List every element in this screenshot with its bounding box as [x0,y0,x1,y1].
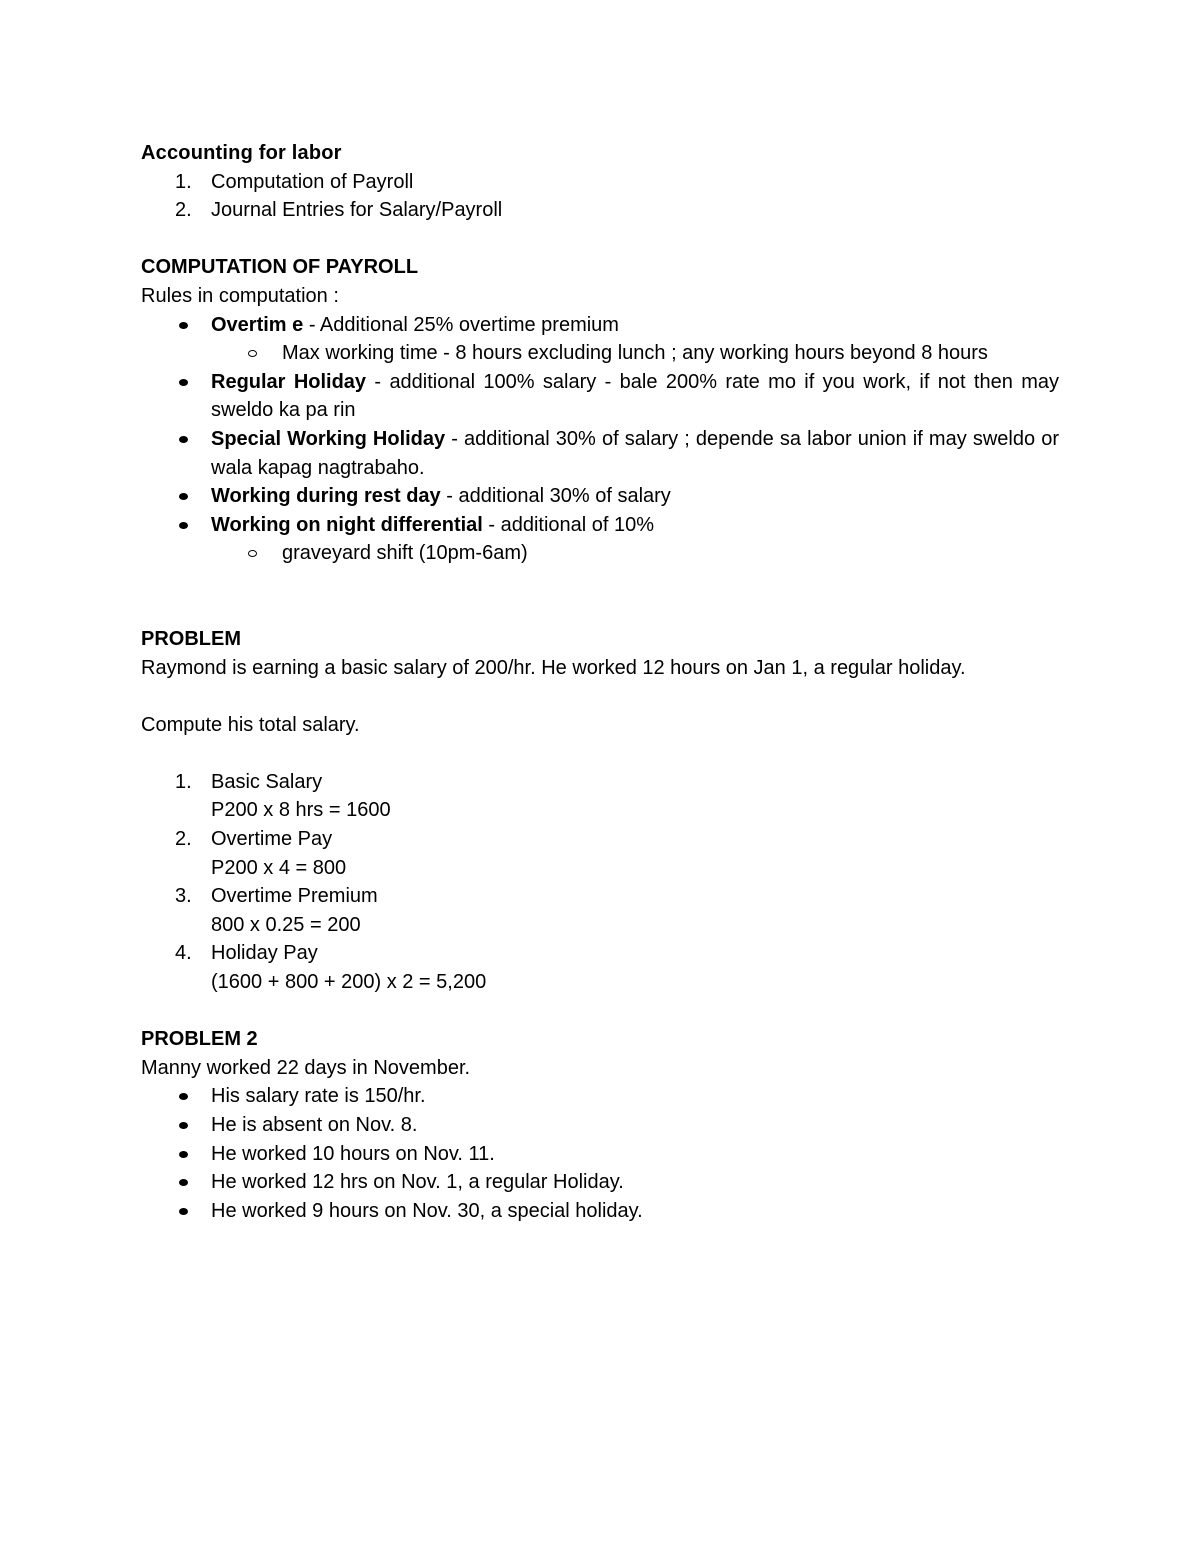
fact-text: He is absent on Nov. 8. [211,1114,418,1136]
hollow-bullet-icon [248,350,257,357]
rule-term: Special Working Holiday [211,427,446,450]
outline-item [141,196,1059,225]
outline-item [141,168,1059,197]
rule-description: - additional 30% of salary ; depende sa labor union if may sweldo or wala kapag nagtrabaho. [211,427,1059,479]
step-number: 1. [175,770,192,793]
spacer [141,225,1059,254]
fact-item [141,1111,1059,1140]
solution-step [141,939,1059,996]
rule-subitem [141,339,1059,368]
solution-step [141,768,1059,825]
fact-text: He worked 10 hours on Nov. 11. [211,1142,495,1165]
rule-term: Working during rest day [211,485,441,508]
outline-item-text: Computation of Payroll [211,170,414,193]
problem2-statement: Manny worked 22 days in November. [141,1056,471,1079]
bullet-icon [179,1122,188,1129]
problem2-facts [141,1082,1059,1225]
rule-subitem-text: graveyard shift (10pm-6am) [282,542,528,565]
rule-item [141,311,1059,340]
spacer [141,739,1059,768]
rule-term: Working on night differential [211,513,483,536]
outline-list [141,168,1059,225]
spacer [141,568,1059,625]
rule-description: - additional of 10% [482,513,655,536]
outline-item-text: Journal Entries for Salary/Payroll [211,199,503,222]
solution-step [141,882,1059,939]
problem2-title: PROBLEM 2 [141,1028,258,1051]
step-number: 3. [175,885,192,908]
step-calculation: P200 x 8 hrs = 1600 [211,799,391,822]
rule-item [141,368,1059,425]
problem1-statement: Raymond is earning a basic salary of 200/hr. He worked 12 hours on Jan 1, a regular holiday. [141,656,966,679]
document-content [141,139,1059,1225]
step-label: Overtime Pay [211,828,333,851]
step-calculation: P200 x 4 = 800 [211,856,347,879]
rule-item [141,482,1059,511]
spacer [141,997,1059,1026]
bullet-icon [179,493,188,500]
fact-item [141,1140,1059,1169]
step-label: Basic Salary [211,770,323,793]
fact-text: His salary rate is 150/hr. [211,1085,426,1108]
bullet-icon [179,1179,188,1186]
document-heading: Accounting for labor [141,142,342,164]
solution-steps [141,768,1059,997]
rule-subitem-text: Max working time - 8 hours excluding lunch ; any working hours beyond 8 hours [282,342,988,365]
step-number: 2. [175,828,192,851]
computation-title: COMPUTATION OF PAYROLL [141,256,419,279]
rule-term: Regular Holiday [211,370,367,393]
step-calculation: 800 x 0.25 = 200 [211,913,361,936]
rules-list [141,311,1059,568]
bullet-icon [179,1208,188,1215]
bullet-icon [179,436,188,443]
problem1-title: PROBLEM [141,627,241,650]
spacer [141,682,1059,711]
problem1-question: Compute his total salary. [141,713,360,736]
fact-item [141,1197,1059,1226]
step-number: 4. [175,942,192,965]
hollow-bullet-icon [248,550,257,557]
computation-intro: Rules in computation : [141,284,339,307]
outline-item-number: 1. [175,170,192,193]
rule-description: - additional 30% of salary [440,485,671,508]
bullet-icon [179,1093,188,1100]
bullet-icon [179,322,188,329]
fact-item [141,1168,1059,1197]
rule-description: - additional 100% salary - bale 200% rate mo if you work, if not then may sweldo ka pa rin [211,370,1059,422]
fact-item [141,1082,1059,1111]
fact-text: He worked 9 hours on Nov. 30, a special holiday. [211,1199,643,1222]
rule-item [141,425,1059,482]
bullet-icon [179,522,188,529]
step-label: Overtime Premium [211,885,378,908]
rule-item [141,511,1059,540]
bullet-icon [179,379,188,386]
rule-term: Overtim e [211,313,304,336]
rule-description: - Additional 25% overtime premium [303,313,619,336]
step-calculation: (1600 + 800 + 200) x 2 = 5,200 [211,971,487,994]
solution-step [141,825,1059,882]
fact-text: He worked 12 hrs on Nov. 1, a regular Holiday. [211,1171,624,1194]
rule-subitem [141,539,1059,568]
step-label: Holiday Pay [211,942,318,965]
bullet-icon [179,1151,188,1158]
outline-item-number: 2. [175,199,192,222]
